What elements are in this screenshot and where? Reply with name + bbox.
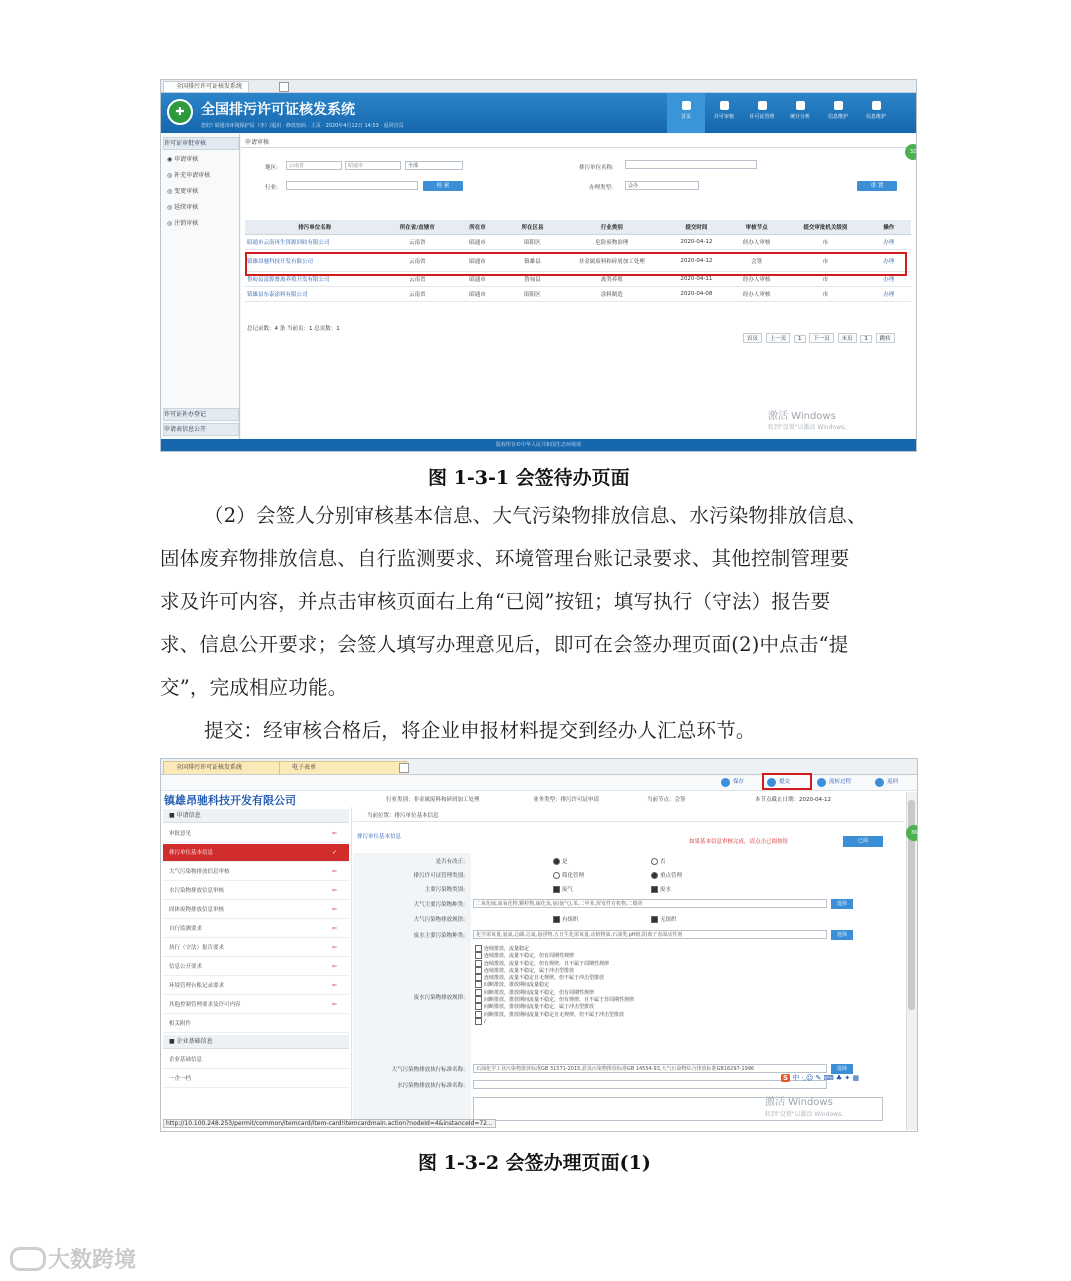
row-label: 排污许可证管理类别:	[413, 873, 465, 879]
left-item-water[interactable]: 水污染物排放信息审核 ⇐	[163, 882, 349, 900]
app-title: 全国排污许可证核发系统	[201, 102, 355, 118]
sidebar-item-change[interactable]: ◎ 变更审核	[167, 188, 199, 195]
option-label: 否	[660, 859, 666, 865]
sidebar-item-label: 注销审核	[174, 220, 199, 227]
water-pollutants-input[interactable]: 化学需氧量,氨氮,总磷,总氮,悬浮物,五日生化需氧量,动植物油,石油类,pH值,阴离子表面活性剂	[473, 930, 827, 939]
user-bar: 您好! 昭通市环境保护局（李）/退出 · 修改密码 · 主页 · 2020年4月12日 14:53 · 返回首页	[201, 123, 404, 129]
option-label: 连续排放，流量不稳定，但有周期性规律	[484, 953, 575, 960]
sogou-icon: S	[783, 1074, 789, 1082]
section-label: 申请信息	[176, 812, 201, 819]
discharge-option[interactable]	[475, 1018, 634, 1025]
highlight-box	[762, 773, 812, 790]
cell: 昭通市	[450, 272, 505, 287]
section-apply-info[interactable]: ■ 申请信息	[163, 809, 349, 823]
highlight-box	[245, 252, 907, 276]
unit-name-input[interactable]	[625, 160, 757, 169]
row-label: 主要污染物类别:	[424, 887, 465, 893]
app-logo-icon: ✚	[167, 99, 193, 125]
cell: 2020-04-12	[664, 235, 730, 250]
handle-link[interactable]: 办理	[867, 235, 911, 250]
air-pollutants-input[interactable]: 二氧化硫,氮氧化物,颗粒物,硫化氢,氨(氨气),苯,二甲苯,挥发性有机物,二噁英	[473, 899, 827, 908]
option-label: 连续排放，流量不稳定，但有规律，且不属于周期性规律	[484, 960, 610, 967]
discharge-option[interactable]	[475, 974, 634, 981]
cell: 2020-04-12	[664, 250, 730, 272]
checkbox-gas[interactable]	[553, 885, 573, 893]
section-enterprise-info[interactable]: ■ 企业基础信息	[163, 1035, 349, 1049]
checkbox-organized[interactable]	[553, 915, 579, 923]
discharge-options	[475, 945, 634, 1025]
col-header: 所在市	[450, 220, 505, 235]
table-row	[245, 235, 911, 250]
read-button[interactable]: 已阅	[843, 836, 883, 847]
chart-icon	[834, 101, 843, 110]
item-label: 一企一档	[169, 1076, 192, 1082]
left-item-disclosure[interactable]: 信息公开要求 ⇐	[163, 958, 349, 976]
discharge-option[interactable]	[475, 981, 634, 988]
sidebar-item-extend[interactable]: ◎ 延续审核	[167, 204, 199, 211]
save-icon	[721, 778, 730, 787]
main-content	[241, 134, 916, 439]
manage-icon	[758, 101, 767, 110]
air-pollutants-pick-button[interactable]: 选择	[831, 899, 853, 909]
cell: 经办人审核	[729, 287, 784, 302]
sidebar-item-label: 补充申请审核	[174, 172, 211, 179]
item-label: 环境管理台账记录要求	[169, 983, 225, 989]
unit-name-link[interactable]: 镇雄县东泰涂料有限公司	[245, 287, 385, 302]
record-info: 总记录数：4 条 当前页：1 总页数：1	[247, 326, 340, 332]
new-tab-icon[interactable]	[279, 82, 289, 92]
cell: 禽类养殖	[560, 272, 664, 287]
cell: 市	[784, 235, 866, 250]
reset-button[interactable]: 重 置	[857, 181, 897, 191]
windows-watermark-sub: 转到"设置"以激活 Windows。	[765, 1111, 848, 1118]
meta-business: 业务类型：排污许可证申请	[533, 797, 600, 803]
sidebar-group-reissue[interactable]: 许可证补办登记	[163, 408, 239, 421]
item-label: 信息公开要求	[169, 964, 203, 970]
type-label: 办理类型:	[589, 185, 613, 191]
button-label: 流转过程	[829, 779, 852, 785]
sidebar-item-supplement[interactable]: ◎ 补充申请审核	[167, 172, 211, 179]
radio-simple[interactable]	[553, 871, 584, 879]
cell: 云南省	[385, 272, 451, 287]
cell: 昭通市	[450, 250, 505, 272]
cell: 会签	[729, 250, 784, 272]
col-header: 提交审批机关级别	[784, 220, 866, 235]
footer: 版权所有©中华人民共和国生态环境部	[161, 439, 916, 451]
cell: 经办人审核	[729, 235, 784, 250]
cell: 昭阳区	[505, 235, 560, 250]
button-label: 返回	[887, 779, 899, 785]
left-item-monitoring[interactable]: 自行监测要求 ⇐	[163, 920, 349, 938]
nav-label: 信息维护	[827, 114, 848, 120]
discharge-option[interactable]	[475, 960, 634, 967]
unit-name-label: 排污单位名称:	[579, 165, 614, 171]
discharge-option[interactable]	[475, 1003, 634, 1010]
radio-no[interactable]	[651, 857, 666, 865]
nav-label: 首页	[680, 114, 691, 120]
option-label: 有组织	[562, 917, 579, 923]
item-label: 排污单位基本信息	[169, 850, 214, 856]
ime-mode: 中	[792, 1074, 800, 1082]
nav-home[interactable]	[667, 93, 705, 133]
water-pollutants-pick-button[interactable]: 选择	[831, 930, 853, 940]
row-label: 水污染物排放执行标准名称:	[397, 1083, 465, 1089]
col-header: 审核节点	[729, 220, 784, 235]
jump-button[interactable]: 跳转	[876, 333, 895, 343]
windows-watermark: 激活 Windows	[765, 1097, 833, 1108]
nav-label: 统计分析	[789, 114, 810, 120]
left-item-enterprise[interactable]	[163, 1051, 349, 1069]
water-standard-input[interactable]	[473, 1080, 827, 1089]
region-province-select[interactable]: 云南省	[286, 161, 342, 170]
option-label: 连续排放，流量不稳定且无规律，但不属于冲击型排放	[484, 975, 605, 982]
figure-2-screenshot	[160, 758, 918, 1132]
cell: 市	[784, 272, 866, 287]
left-item-basic-info[interactable]: 排污单位基本信息 ✓	[163, 844, 349, 862]
review-icon	[720, 101, 729, 110]
row-label: 是否有改正:	[435, 859, 465, 865]
current-location: 当前位置：排污单位基本信息	[367, 813, 439, 819]
left-item-other[interactable]: 其他控制管理要求及许可内容 ⇐	[163, 996, 349, 1014]
figure-2-caption: 图 1-3-2 会签办理页面(1)	[418, 1152, 651, 1174]
type-select[interactable]: 会办	[625, 181, 699, 190]
nav-info-2[interactable]	[857, 93, 895, 133]
cell: 昭阳区	[505, 287, 560, 302]
sidebar-group-disclosure[interactable]: 申请表信息公开	[163, 423, 239, 436]
cell: 昭通市	[450, 235, 505, 250]
figure-1-caption: 图 1-3-1 会签待办页面	[428, 467, 630, 489]
option-label: 间断排放，排放期间流量稳定	[484, 982, 550, 989]
col-header: 排污单位名称	[245, 220, 385, 235]
handle-link[interactable]: 办理	[867, 287, 911, 302]
table-row	[245, 287, 911, 302]
left-item-report[interactable]: 执行（守法）报告要求 ⇐	[163, 939, 349, 957]
nav-permit-manage[interactable]	[743, 93, 781, 133]
option-label: 间断排放，排放期间流量不稳定且无规律，但不属于冲击型排放	[484, 1011, 625, 1018]
sidebar-item-cancel[interactable]: ◎ 注销审核	[167, 220, 199, 227]
nav-stats[interactable]	[781, 93, 819, 133]
meta-node: 当前节点：会签	[647, 797, 686, 803]
flow-button[interactable]	[817, 777, 851, 788]
option-label: 间断排放，排放期间流量不稳定，但有规律，且不属于非周期性规律	[484, 997, 635, 1004]
item-label: 自行监测要求	[169, 926, 203, 932]
industry-input[interactable]	[286, 181, 418, 190]
save-button[interactable]	[721, 777, 744, 788]
sidebar-group-approval[interactable]: 许可证审批审核	[163, 137, 239, 150]
option-label: 连续排放，流量稳定	[484, 946, 530, 952]
industry-label: 行业:	[265, 185, 278, 191]
left-nav	[163, 807, 349, 1107]
sidebar-item-label: 申请审核	[174, 156, 199, 163]
discharge-option[interactable]	[475, 989, 634, 996]
cell: 经办人审核	[729, 272, 784, 287]
back-button[interactable]	[875, 777, 898, 788]
paragraph-submit: 提交：经审核合格后，将企业申报材料提交到经办人汇总环节。	[204, 719, 756, 742]
button-label: 保存	[733, 779, 745, 785]
windows-watermark-sub: 转到"设置"以激活 Windows。	[768, 424, 851, 431]
radio-yes[interactable]	[553, 857, 568, 865]
row-label: 大气主要污染物种类:	[413, 902, 465, 908]
cell: 云南省	[385, 250, 451, 272]
figure-1-screenshot	[160, 79, 917, 452]
item-label: 水污染物排放信息审核	[169, 888, 225, 894]
unit-name-link[interactable]: 昭通市云南再生资源回收有限公司	[245, 235, 385, 250]
info-icon	[872, 101, 881, 110]
item-label: 大气污染物排放信息审核	[169, 869, 230, 875]
col-header: 所在区县	[505, 220, 560, 235]
region-label: 地区:	[265, 165, 278, 171]
button-label: 提交	[779, 779, 791, 785]
region-county-select[interactable]: 全部	[405, 161, 463, 170]
home-icon	[682, 101, 691, 110]
cell: 危险废物治理	[560, 235, 664, 250]
company-name: 镇雄昂驰科技开发有限公司	[164, 794, 296, 807]
cell: 涂料制造	[560, 287, 664, 302]
row-label: 废水主要污染物种类:	[413, 933, 465, 939]
section-label: 企业基础信息	[176, 1038, 213, 1045]
col-header: 提交时间	[664, 220, 730, 235]
discharge-option[interactable]	[475, 945, 634, 952]
cell: 2020-04-11	[664, 272, 730, 287]
left-item-opinion[interactable]: 审批意见 ⇐	[163, 825, 349, 843]
cell: 云南省	[385, 287, 451, 302]
option-label: 间断排放，排放期间流量不稳定，但有周期性规律	[484, 989, 595, 996]
col-header: 操作	[867, 220, 911, 235]
nav-label: 许可审核	[713, 114, 734, 120]
cell: 昭通市	[450, 287, 505, 302]
paragraph-line: 交”，完成相应功能。	[160, 676, 348, 699]
left-item-attachments[interactable]	[163, 1015, 349, 1033]
checkbox-unorganized[interactable]	[651, 915, 677, 923]
windows-watermark: 激活 Windows	[768, 411, 836, 422]
row-label: 大气污染物排放规律:	[413, 917, 465, 923]
handle-link[interactable]: 办理	[867, 250, 911, 272]
option-label: /	[484, 1018, 486, 1025]
last-page-button[interactable]: 末页	[838, 333, 857, 343]
prev-page-button[interactable]: 上一页	[766, 333, 791, 343]
cell: 市	[784, 250, 866, 272]
sidebar-item-label: 延续审核	[174, 204, 199, 211]
region-city-select[interactable]: 昭通市	[345, 161, 401, 170]
unit-name-link[interactable]: 鲁甸县富源畜禽养殖开发有限公司	[245, 272, 385, 287]
option-label: 废气	[562, 887, 574, 893]
option-label: 重点管理	[660, 873, 683, 879]
col-header: 所在省/直辖市	[385, 220, 451, 235]
side-badge[interactable]: 36	[906, 825, 918, 841]
breadcrumb: 申请审核	[245, 139, 270, 146]
item-label: 审批意见	[169, 831, 192, 837]
row-label: 废水污染物排放规律:	[413, 995, 465, 1001]
cell: 市	[784, 287, 866, 302]
discharge-option[interactable]	[475, 1011, 634, 1018]
left-item-air[interactable]: 大气污染物排放信息审核 ⇐	[163, 863, 349, 881]
paragraph-line: （2）会签人分别审核基本信息、大气污染物排放信息、水污染物排放信息、	[204, 504, 867, 527]
discharge-option[interactable]	[475, 967, 634, 974]
left-item-solid[interactable]: 固体废物排放信息审核 ⇐	[163, 901, 349, 919]
item-label: 企业基础信息	[169, 1057, 203, 1063]
air-standard-input[interactable]: 石油化学工业污染物排放标准GB 31571-2015,恶臭污染物排放标准GB 14554-93,大气污染物综合排放标准GB16297-1996	[473, 1064, 827, 1073]
meta-deadline: 本节点截止日期：2020-04-12	[755, 797, 831, 803]
flow-icon	[817, 778, 826, 787]
page-jump-input[interactable]: 1	[860, 335, 872, 343]
discharge-option[interactable]	[475, 952, 634, 959]
cell: 云南省	[385, 235, 451, 250]
paragraph-line: 求、信息公开要求；会签人填写办理意见后，即可在会签办理页面(2)中点击“提	[160, 633, 849, 656]
brand-logo-icon	[10, 1247, 46, 1271]
browser-tab-bar	[161, 80, 916, 93]
pager	[741, 333, 895, 343]
search-button[interactable]: 检 索	[423, 181, 463, 191]
first-page-button[interactable]: 首页	[743, 333, 762, 343]
nav-label: 许可证管理	[749, 114, 775, 120]
discharge-option[interactable]	[475, 996, 634, 1003]
nav-label: 信息维护	[865, 114, 886, 120]
option-label: 连续排放，流量不稳定，属于冲击型排放	[484, 967, 575, 974]
left-item-ledger[interactable]: 环境管理台账记录要求 ⇐	[163, 977, 349, 995]
next-page-button[interactable]: 下一页	[809, 333, 834, 343]
section-title: 排污单位基本信息	[357, 834, 402, 840]
sidebar-item-label: 变更审核	[174, 188, 199, 195]
item-label: 相关附件	[169, 1021, 192, 1027]
read-hint: 如果基本信息审核完成，请点击已阅按钮	[689, 839, 789, 845]
item-label: 执行（守法）报告要求	[169, 945, 225, 951]
nav-info[interactable]	[819, 93, 857, 133]
brand-watermark: 大数跨境	[48, 1248, 137, 1273]
option-label: 是	[562, 859, 568, 865]
cell: 2020-04-08	[664, 287, 730, 302]
nav-permit-review[interactable]	[705, 93, 743, 133]
option-label: 废水	[660, 887, 672, 893]
status-url: http://10.100.248.253/permit/common/itemcard/item-card!itemcardmain.action?nodeId=4&instanceId=72...	[163, 1119, 496, 1128]
table-header-row	[245, 220, 911, 235]
paragraph-line: 求及许可内容，并点击审核页面右上角“已阅”按钮；填写执行（守法）报告要	[160, 590, 831, 613]
air-standard-pick-button[interactable]: 选择	[831, 1064, 853, 1074]
cell: 鲁甸县	[505, 272, 560, 287]
option-label: 简化管理	[562, 873, 585, 879]
browser-tab[interactable]: 全国排污许可证核发系统	[163, 81, 249, 92]
shield-icon	[796, 101, 805, 110]
item-label: 固体废物排放信息审核	[169, 907, 225, 913]
option-label: 间断排放，排放期间流量不稳定，属于冲击型排放	[484, 1004, 595, 1011]
ime-toolbar[interactable]: S 中 ·,☺ ✎ ⌨ ♣ ✦ ▦	[783, 1074, 860, 1082]
new-tab-icon[interactable]	[399, 763, 409, 773]
sidebar	[161, 134, 240, 439]
handle-link[interactable]: 办理	[867, 272, 911, 287]
cell: 镇雄县	[505, 250, 560, 272]
cell: 非金属废料和碎屑加工处理	[560, 250, 664, 272]
page-number[interactable]: 1	[794, 335, 806, 343]
option-label: 无组织	[660, 917, 677, 923]
left-item-archive[interactable]	[163, 1070, 349, 1088]
unit-name-link[interactable]: 镇雄昂驰科技开发有限公司	[245, 250, 385, 272]
radio-key[interactable]	[651, 871, 682, 879]
checkbox-water[interactable]	[651, 885, 671, 893]
meta-industry: 行业类别：非金属废料和碎屑加工处理	[386, 797, 480, 803]
browser-tab-active[interactable]: 电子表单	[279, 761, 407, 774]
browser-tab[interactable]: 全国排污许可证核发系统	[163, 761, 283, 774]
item-label: 其他控制管理要求及许可内容	[169, 1002, 241, 1008]
side-badge[interactable]: 32	[905, 144, 917, 160]
vertical-scrollbar[interactable]	[906, 792, 917, 1130]
col-header: 行业类别	[560, 220, 664, 235]
sidebar-item-apply-review[interactable]: ◉ 申请审核	[167, 156, 199, 163]
back-icon	[875, 778, 884, 787]
row-label: 大气污染物排放执行标准名称:	[391, 1067, 465, 1073]
app-header	[161, 93, 916, 133]
paragraph-line: 固体废弃物排放信息、自行监测要求、环境管理台账记录要求、其他控制管理要	[160, 547, 850, 570]
